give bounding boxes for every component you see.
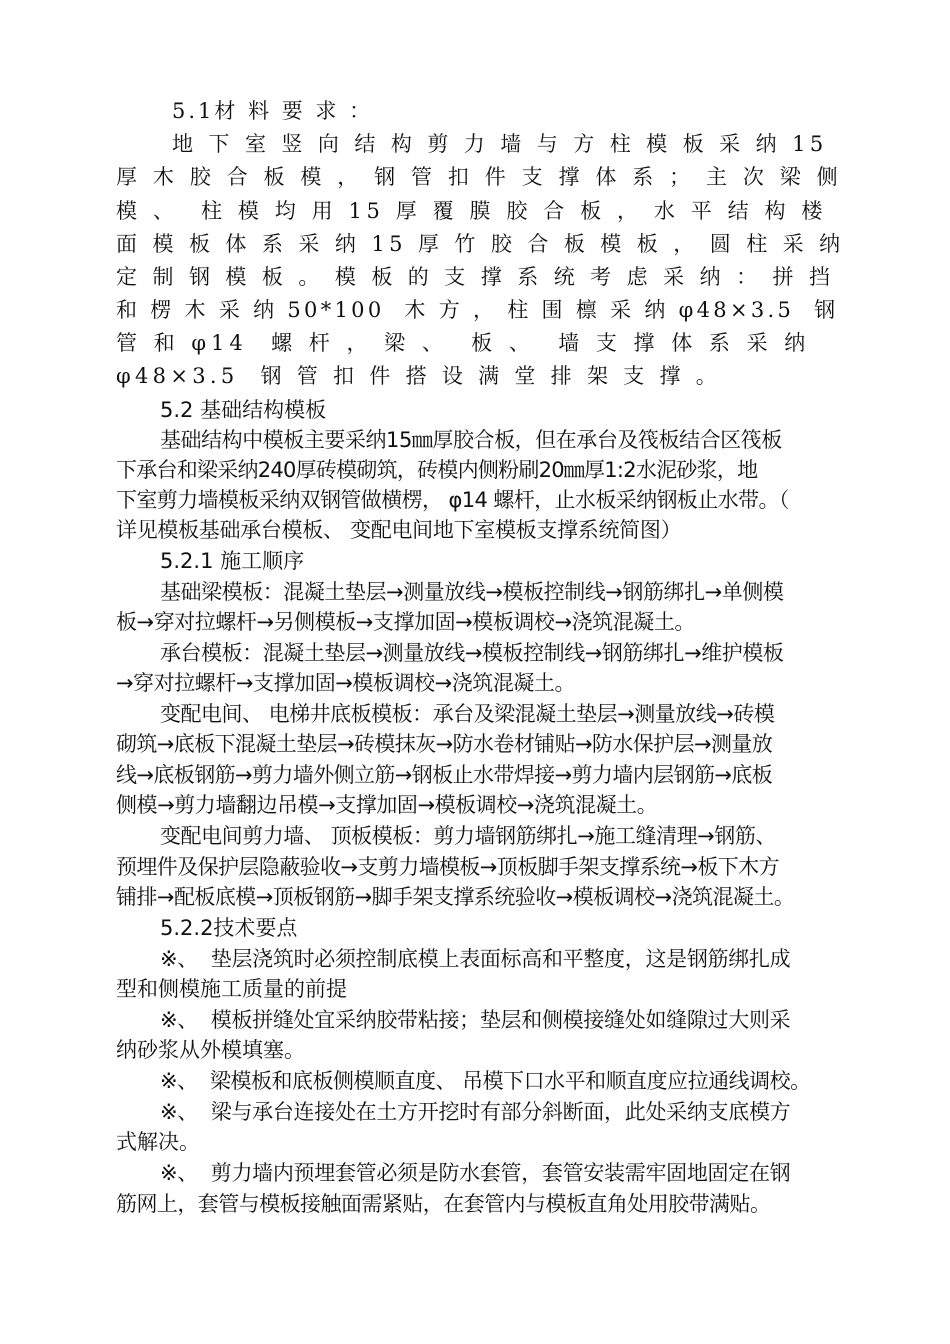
section-522-line: ※、 剪力墙内预埋套管必须是防水套管，套管安装需牢固地固定在钢 — [160, 1161, 791, 1185]
section-52-line: 下室剪力墙模板采纳双钢管做横楞， φ14 螺杆，止水板采纳钢板止水带。（ — [116, 488, 789, 512]
section-522-line: ※、 梁模板和底板侧模顺直度、 吊模下口水平和顺直度应拉通线调校。 — [160, 1069, 811, 1093]
section-522-line: 纳砂浆从外模填塞。 — [116, 1038, 305, 1062]
section-522-line: 型和侧模施工质量的前提 — [116, 977, 347, 1001]
section-522-line: ※、 模板拼缝处宜采纳胶带粘接；垫层和侧模接缝处如缝隙过大则采 — [160, 1008, 791, 1032]
section-521-line: 预埋件及保护层隐蔽验收→支剪力墙模板→顶板脚手架支撑系统→板下木方 — [116, 855, 779, 879]
section-51-line: 面 模 板 体 系 采 纳 15 厚 竹 胶 合 板 模 板 ， 圆 柱 采 纳 — [116, 232, 845, 256]
section-521-line: 侧模→剪力墙翻边吊模→支撑加固→模板调校→浇筑混凝土。 — [116, 793, 658, 817]
section-51-heading: 5.1材 料 要 求 ： — [172, 99, 374, 123]
section-521-line: 砌筑→底板下混凝土垫层→砖模抹灰→防水卷材铺贴→防水保护层→测量放 — [116, 732, 773, 756]
section-521-line: 线→底板钢筋→剪力墙外侧立筋→钢板止水带焊接→剪力墙内层钢筋→底板 — [116, 763, 773, 787]
section-521-line: 铺排→配板底模→顶板钢筋→脚手架支撑系统验收→模板调校→浇筑混凝土。 — [116, 885, 795, 909]
section-522-line: 式解决。 — [116, 1130, 200, 1154]
section-522-heading: 5.2.2技术要点 — [160, 916, 298, 940]
section-52-line: 基础结构中模板主要采纳15㎜厚胶合板，但在承台及筏板结合区筏板 — [160, 428, 782, 452]
section-51-line: 定 制 钢 模 板 。 模 板 的 支 撑 系 统 考 虑 采 纳 ： 拼 挡 — [116, 265, 835, 289]
section-52-line: 下承台和梁采纳240厚砖模砌筑，砖模内侧粉刷20㎜厚1:2水泥砂浆，地 — [116, 458, 758, 482]
section-51-line: 管 和 φ14 螺 杆 ， 梁 、 板 、 墙 支 撑 体 系 采 纳 — [116, 331, 811, 355]
section-522-line: 筋网上，套管与模板接触面需紧贴，在套管内与模板直角处用胶带满贴。 — [116, 1192, 771, 1216]
section-522-line: ※、 梁与承台连接处在土方开挖时有部分斜断面，此处采纳支底模方 — [160, 1100, 791, 1124]
section-521-line: 变配电间、 电梯井底板模板：承台及梁混凝土垫层→测量放线→砖模 — [160, 702, 775, 726]
section-521-heading: 5.2.1 施工顺序 — [160, 549, 305, 573]
section-51-line: φ48×3.5 钢 管 扣 件 搭 设 满 堂 排 架 支 撑 。 — [116, 364, 722, 388]
section-51-line: 模 、 柱 模 均 用 15 厚 覆 膜 胶 合 板 ， 水 平 结 构 楼 — [116, 199, 827, 223]
section-51-line: 和 楞 木 采 纳 50*100 木 方 ， 柱 围 檩 采 纳 φ48×3.5 钢 — [116, 298, 839, 322]
section-522-line: ※、 垫层浇筑时必须控制底模上表面标高和平整度，这是钢筋绑扎成 — [160, 947, 791, 971]
section-51-line: 地 下 室 竖 向 结 构 剪 力 墙 与 方 柱 模 板 采 纳 15 — [172, 132, 828, 156]
section-521-line: →穿对拉螺杆→支撑加固→模板调校→浇筑混凝土。 — [116, 671, 576, 695]
section-521-line: 承台模板：混凝土垫层→测量放线→模板控制线→钢筋绑扎→维护模板 — [160, 641, 784, 665]
section-52-heading: 5.2 基础结构模板 — [160, 398, 327, 422]
section-521-line: 基础梁模板：混凝土垫层→测量放线→模板控制线→钢筋绑扎→单侧模 — [160, 580, 784, 604]
section-521-line: 变配电间剪力墙、 顶板模板：剪力墙钢筋绑扎→施工缝清理→钢筋、 — [160, 824, 776, 848]
section-51-line: 厚 木 胶 合 板 模 ， 钢 管 扣 件 支 撑 体 系 ； 主 次 梁 侧 — [116, 165, 843, 189]
section-521-line: 板→穿对拉螺杆→另侧模板→支撑加固→模板调校→浇筑混凝土。 — [116, 610, 695, 634]
section-52-line: 详见模板基础承台模板、 变配电间地下室模板支撑系统简图） — [116, 518, 682, 542]
